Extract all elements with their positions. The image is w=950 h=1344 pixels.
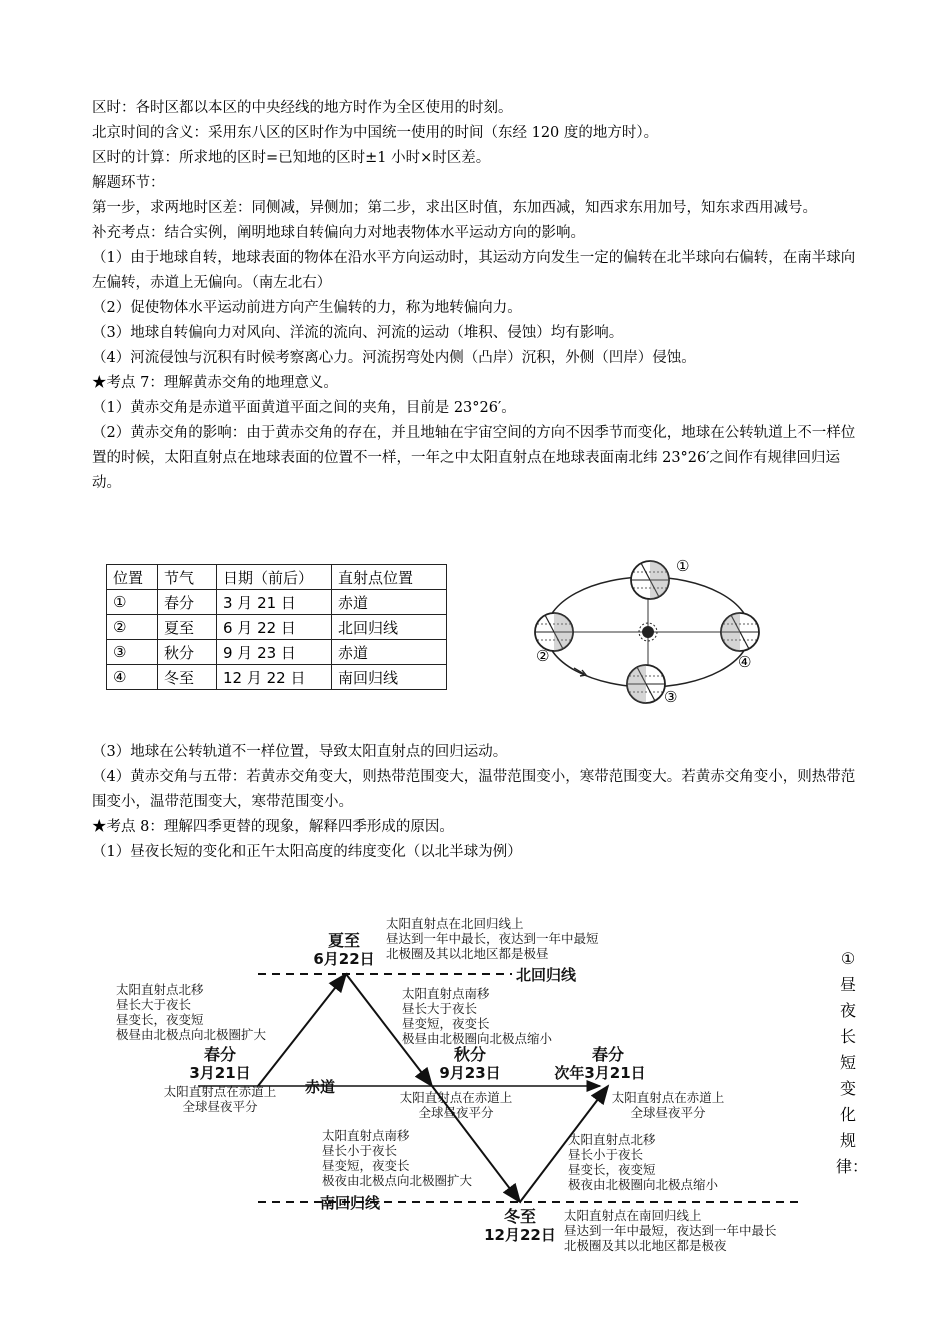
orbit-label: ③ <box>664 688 678 706</box>
summer-note: 昼达到一年中最长，夜达到一年中最短 <box>386 931 599 946</box>
side-label-char: 长 <box>839 1027 856 1046</box>
table-cell: 冬至 <box>158 665 217 690</box>
side-label-char: 化 <box>839 1105 856 1124</box>
earth-icon <box>627 665 665 703</box>
text-line: 补充考点：结合实例，阐明地球自转偏向力对地表物体水平运动方向的影响。 <box>92 225 585 241</box>
next-spring-note: 太阳直射点在赤道上 <box>611 1090 725 1105</box>
table-cell: 12 月 22 日 <box>217 665 332 690</box>
text-line: （1）黄赤交角是赤道平面黄道平面之间的夹角，目前是 23°26′。 <box>92 400 516 416</box>
autumn-equinox-title: 秋分 <box>453 1045 487 1064</box>
tropic-north-label: 北回归线 <box>516 966 577 984</box>
segment-note: 昼变短，夜变长 <box>322 1158 410 1173</box>
solar-point-migration-diagram <box>100 908 820 1258</box>
arrow-spring-to-summer <box>258 974 346 1086</box>
tropic-south-label: 南回归线 <box>320 1194 381 1212</box>
segment-note: 极夜由北极圈向北极点缩小 <box>568 1177 719 1192</box>
summer-note: 太阳直射点在北回归线上 <box>386 916 524 931</box>
text-line: （1）昼夜长短的变化和正午太阳高度的纬度变化（以北半球为例） <box>92 844 522 860</box>
table-row <box>107 640 447 665</box>
orbit-label: ① <box>676 557 690 575</box>
section-heading-8: ★考点 8：理解四季更替的现象，解释四季形成的原因。 <box>92 819 454 835</box>
table-cell: 赤道 <box>332 640 447 665</box>
orbit-label: ② <box>536 647 550 665</box>
table-cell: 北回归线 <box>332 615 447 640</box>
table-row <box>107 615 447 640</box>
table-cell: 6 月 22 日 <box>217 615 332 640</box>
autumn-note: 全球昼夜平分 <box>418 1105 494 1120</box>
season-table <box>106 564 447 690</box>
segment-note: 昼变长，夜变短 <box>116 1012 204 1027</box>
segment-note: 极夜由北极点向北极圈扩大 <box>322 1173 473 1188</box>
spring-note: 太阳直射点在赤道上 <box>163 1084 277 1099</box>
side-label-char: 短 <box>839 1053 856 1072</box>
spring-equinox-title: 春分 <box>203 1045 237 1064</box>
segment-note: 昼长小于夜长 <box>322 1143 398 1158</box>
next-spring-equinox-date: 次年3月21日 <box>554 1064 646 1082</box>
table-header: 位置 <box>107 565 158 590</box>
body-text-top <box>92 96 862 496</box>
next-spring-note: 全球昼夜平分 <box>630 1105 706 1120</box>
earth-icon <box>631 561 669 599</box>
winter-note: 北极圈及其以北地区都是极夜 <box>564 1238 727 1253</box>
winter-note: 太阳直射点在南回归线上 <box>564 1208 702 1223</box>
segment-note: 太阳直射点北移 <box>116 982 204 997</box>
table-row <box>107 590 447 615</box>
table-cell: 夏至 <box>158 615 217 640</box>
earth-orbit-diagram <box>520 552 770 708</box>
spring-equinox-date: 3月21日 <box>189 1064 251 1082</box>
text-line: （3）地球自转偏向力对风向、洋流的流向、河流的运动（堆积、侵蚀）均有影响。 <box>92 325 624 341</box>
segment-note: 昼长大于夜长 <box>116 997 192 1012</box>
table-cell: 春分 <box>158 590 217 615</box>
next-spring-equinox-title: 春分 <box>591 1045 625 1064</box>
autumn-note: 太阳直射点在赤道上 <box>399 1090 513 1105</box>
table-cell: ③ <box>107 640 158 665</box>
summer-solstice-title: 夏至 <box>327 931 361 950</box>
text-line: 北京时间的含义：采用东八区的区时作为中国统一使用的时间（东经 120 度的地方时）。 <box>92 125 659 141</box>
table-cell: 南回归线 <box>332 665 447 690</box>
text-line: （4）河流侵蚀与沉积有时候考察离心力。河流拐弯处内侧（凸岸）沉积，外侧（凹岸）侵蚀。 <box>92 350 696 366</box>
text-line: （2）黄赤交角的影响：由于黄赤交角的存在，并且地轴在宇宙空间的方向不因季节而变化，地球在公转轨道上不一样位置的时候，太阳直射点在地球表面的位置不一样，一年之中太阳直射点在地球表面南北纬 23°26′之间作有规律回归运动。 <box>92 425 856 491</box>
equator-label: 赤道 <box>304 1078 336 1096</box>
segment-note: 昼长大于夜长 <box>402 1001 478 1016</box>
winter-note: 昼达到一年中最短，夜达到一年中最长 <box>564 1223 777 1238</box>
text-line: （2）促使物体水平运动前进方向产生偏转的力，称为地转偏向力。 <box>92 300 522 316</box>
side-label-char: ① <box>840 949 856 968</box>
table-row <box>107 665 447 690</box>
table-cell: ① <box>107 590 158 615</box>
segment-note: 昼变短，夜变长 <box>402 1016 490 1031</box>
table-cell: 赤道 <box>332 590 447 615</box>
side-label-char: 夜 <box>839 1001 856 1020</box>
autumn-equinox-date: 9月23日 <box>439 1064 501 1082</box>
text-line: （1）由于地球自转，地球表面的物体在沿水平方向运动时，其运动方向发生一定的偏转在北半球向右偏转，在南半球向左偏转，赤道上无偏向。（南左北右） <box>92 250 856 291</box>
side-label-char: 规 <box>839 1131 856 1150</box>
table-cell: 3 月 21 日 <box>217 590 332 615</box>
winter-solstice-title: 冬至 <box>503 1207 537 1226</box>
table-header: 节气 <box>158 565 217 590</box>
segment-note: 昼长小于夜长 <box>568 1147 644 1162</box>
side-label-char: 律： <box>836 1157 869 1176</box>
text-line: 第一步，求两地时区差：同侧减，异侧加；第二步，求出区时值，东加西减，知西求东用加号，知东求西用减号。 <box>92 200 817 216</box>
table-cell: ② <box>107 615 158 640</box>
side-label-char: 昼 <box>839 975 856 994</box>
text-line: 解题环节： <box>92 175 165 191</box>
spring-note: 全球昼夜平分 <box>182 1099 258 1114</box>
body-text-middle <box>92 740 862 865</box>
segment-note: 太阳直射点南移 <box>322 1128 410 1143</box>
segment-note: 太阳直射点北移 <box>568 1132 656 1147</box>
text-line: （4）黄赤交角与五带：若黄赤交角变大，则热带范围变大，温带范围变小，寒带范围变大。若黄赤交角变小，则热带范围变小，温带范围变大，寒带范围变小。 <box>92 769 856 810</box>
segment-note: 昼变长，夜变短 <box>568 1162 656 1177</box>
segment-note: 极昼由北极点向北极圈扩大 <box>116 1027 267 1042</box>
side-label-char: 变 <box>839 1079 856 1098</box>
summer-solstice-date: 6月22日 <box>313 950 375 968</box>
segment-note: 极昼由北极圈向北极点缩小 <box>402 1031 553 1046</box>
orbit-label: ④ <box>738 653 752 671</box>
text-line: （3）地球在公转轨道不一样位置，导致太阳直射点的回归运动。 <box>92 744 508 760</box>
table-cell: 9 月 23 日 <box>217 640 332 665</box>
text-line: 区时：各时区都以本区的中央经线的地方时作为全区使用的时刻。 <box>92 100 513 116</box>
text-line: 区时的计算：所求地的区时=已知地的区时±1 小时×时区差。 <box>92 150 491 166</box>
table-cell: ④ <box>107 665 158 690</box>
earth-icon <box>535 613 573 651</box>
summer-note: 北极圈及其以北地区都是极昼 <box>386 946 549 961</box>
table-cell: 秋分 <box>158 640 217 665</box>
table-header: 直射点位置 <box>332 565 447 590</box>
winter-solstice-date: 12月22日 <box>484 1226 556 1244</box>
table-header-row <box>107 565 447 590</box>
side-label-vertical <box>836 946 869 1180</box>
table-header: 日期（前后） <box>217 565 332 590</box>
section-heading-7: ★考点 7：理解黄赤交角的地理意义。 <box>92 375 338 391</box>
segment-note: 太阳直射点南移 <box>402 986 490 1001</box>
earth-icon <box>721 613 759 651</box>
